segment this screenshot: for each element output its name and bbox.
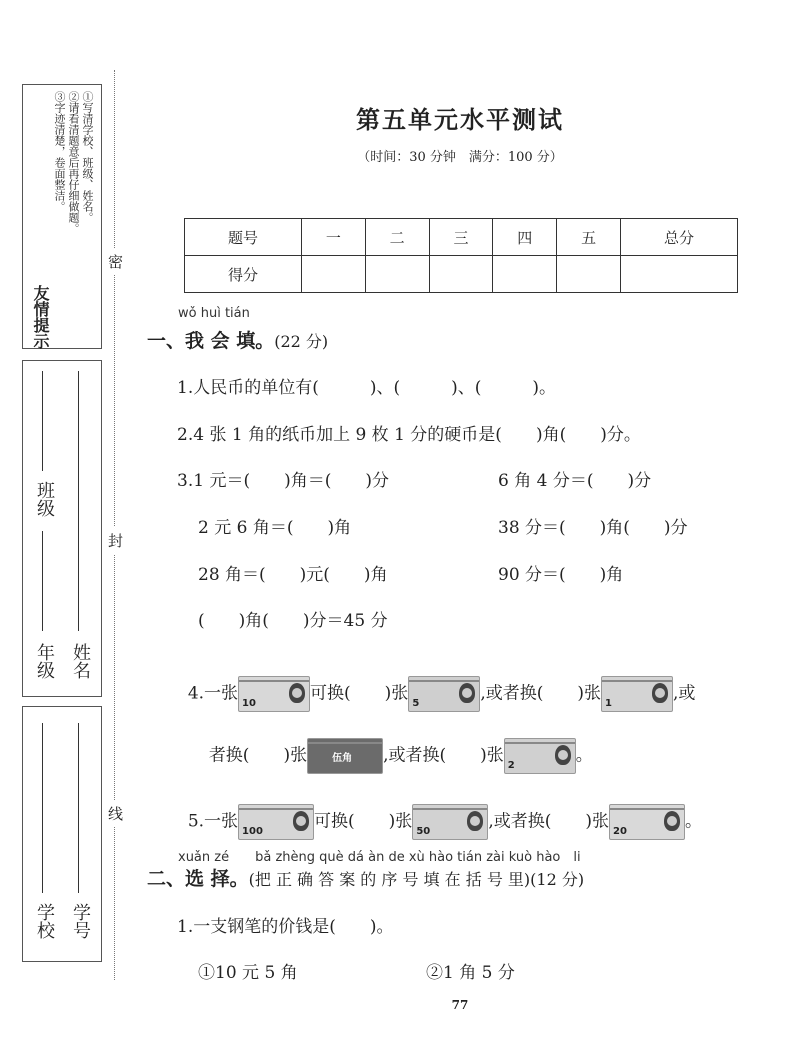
question-1-3a: 3.1 元＝( )角＝( )分 [177, 471, 389, 491]
question-1-4-line1 [177, 656, 695, 712]
score-cell[interactable] [557, 256, 621, 293]
fifty-yuan-value: 50 [416, 826, 431, 837]
hundred-yuan-value: 100 [242, 826, 263, 837]
two-yuan-value: 2 [507, 760, 515, 771]
question-1-4-line2 [198, 718, 593, 774]
score-cell[interactable] [621, 256, 738, 293]
five-jiao-value: 伍角 [332, 753, 353, 764]
question-1-3b: 6 角 4 分＝( )分 [498, 471, 652, 491]
score-cell[interactable] [365, 256, 429, 293]
q4-text-7: 。 [575, 745, 593, 766]
section1-pinyin: wǒ huì tián [178, 306, 250, 321]
seal-char-feng: 封 [108, 527, 123, 554]
score-col-4: 四 [493, 219, 557, 256]
five-jiao-note [307, 738, 383, 774]
question-1-5 [177, 784, 702, 840]
question-1-1: 1.人民币的单位有( )、( )、( )。 [177, 378, 557, 398]
five-yuan-note [408, 676, 480, 712]
class-line[interactable] [42, 371, 43, 471]
q5-text-2: 可换( )张 [314, 811, 413, 832]
score-col-2: 二 [365, 219, 429, 256]
grade-line[interactable] [42, 531, 43, 631]
one-yuan-value: 1 [604, 698, 612, 709]
school-number-box [22, 706, 102, 962]
twenty-yuan-note [609, 804, 685, 840]
q4-text-2: 可换( )张 [310, 683, 409, 704]
q5-text-3: ,或者换( )张 [488, 811, 609, 832]
q5-text-1: 5.一张 [187, 811, 239, 832]
score-table [184, 218, 738, 293]
seal-dotted-line [114, 70, 115, 980]
question-2-1-option-2: ②1 角 5 分 [426, 963, 515, 983]
score-table-row-label: 题号 [185, 219, 302, 256]
q4-text-4: ,或 [672, 683, 696, 704]
tip-3: ③字迹清楚，卷面整洁。 [53, 91, 66, 212]
score-col-1: 一 [301, 219, 365, 256]
question-1-3c: 2 元 6 角＝( )角 [198, 518, 352, 538]
section1-heading: 一、我 会 填。 [147, 330, 275, 352]
grade-class-box [22, 360, 102, 697]
score-table-score-row [185, 256, 738, 293]
section2-pinyin: xuǎn zé bǎ zhèng què dá àn de xù hào tián zài kuò hào li [178, 850, 581, 865]
section1-points: (22 分) [274, 332, 329, 351]
section2-instruction: (把 正 确 答 案 的 序 号 填 在 括 号 里)(12 分) [248, 870, 585, 889]
section2-title [147, 864, 584, 891]
q4-text-6: ,或者换( )张 [383, 745, 504, 766]
question-2-1-option-1: ①10 元 5 角 [198, 963, 298, 983]
score-row-label: 得分 [185, 256, 302, 293]
page-title: 第五单元水平测试 [356, 105, 564, 134]
seal-char-mi: 密 [108, 248, 123, 275]
question-1-3f: 90 分＝( )角 [498, 565, 624, 585]
tip-1: ①写清学校、班级、姓名。 [81, 91, 94, 223]
two-yuan-note [504, 738, 576, 774]
one-yuan-note [601, 676, 673, 712]
section1-title [147, 326, 328, 353]
question-1-3g: ( )角( )分＝45 分 [198, 611, 388, 631]
name-line[interactable] [78, 371, 79, 631]
name-label: 姓名 [70, 643, 91, 679]
hundred-yuan-note [238, 804, 314, 840]
ten-yuan-value: 10 [242, 698, 256, 709]
tip-2: ②请看清题意后再仔细做题。 [67, 91, 80, 234]
q4-text-3: ,或者换( )张 [480, 683, 601, 704]
question-1-3e: 28 角＝( )元( )角 [198, 565, 388, 585]
seal-char-xian: 线 [108, 800, 123, 827]
five-yuan-value: 5 [412, 698, 420, 709]
twenty-yuan-value: 20 [612, 826, 627, 837]
school-label: 学校 [34, 903, 55, 939]
question-2-1: 1.一支钢笔的价钱是( )。 [177, 917, 394, 937]
question-1-2: 2.4 张 1 角的纸币加上 9 枚 1 分的硬币是( )角( )分。 [177, 425, 641, 445]
q4-text-5: 者换( )张 [208, 745, 308, 766]
school-line[interactable] [42, 723, 43, 893]
page-subtitle: （时间：30 分钟 满分：100 分） [357, 150, 563, 165]
grade-label: 年级 [34, 643, 55, 679]
page-number: 77 [451, 998, 469, 1012]
score-table-header-row [185, 219, 738, 256]
number-label: 学号 [70, 903, 91, 939]
score-col-total: 总分 [621, 219, 738, 256]
section2-heading: 二、选 择。 [147, 868, 249, 890]
score-col-3: 三 [429, 219, 493, 256]
ten-yuan-note [238, 676, 310, 712]
number-line[interactable] [78, 723, 79, 893]
score-col-5: 五 [557, 219, 621, 256]
tip-label: 友情提示 [31, 285, 50, 349]
score-cell[interactable] [301, 256, 365, 293]
q5-text-4: 。 [684, 811, 702, 832]
fifty-yuan-note [412, 804, 488, 840]
score-cell[interactable] [429, 256, 493, 293]
class-label: 班级 [34, 481, 55, 517]
q4-text-1: 4.一张 [187, 683, 239, 704]
question-1-3d: 38 分＝( )角( )分 [498, 518, 688, 538]
score-cell[interactable] [493, 256, 557, 293]
